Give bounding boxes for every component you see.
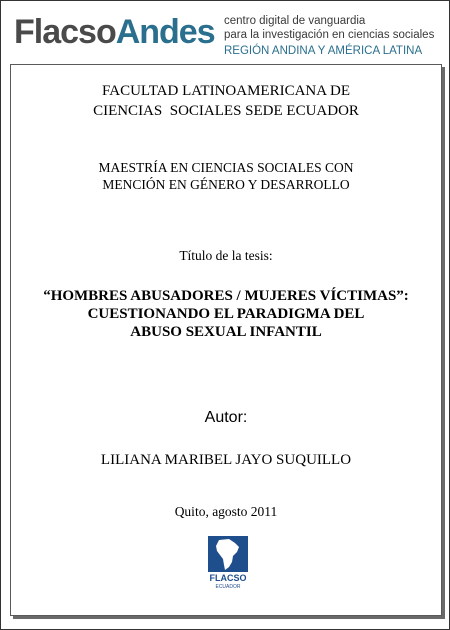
- author-label: Autor:: [204, 409, 248, 426]
- author-name: LILIANA MARIBEL JAYO SUQUILLO: [100, 452, 352, 468]
- logo-text-flacso: Flacso: [14, 13, 116, 51]
- thesis-label: Título de la tesis:: [179, 248, 273, 263]
- flacso-ecuador-logo: [205, 536, 251, 590]
- program-name: [11, 159, 441, 193]
- institution-line-2: CIENCIAS SOCIALES SEDE ECUADOR: [93, 103, 359, 119]
- program-line-2: MENCIÓN EN GÉNERO Y DESARROLLO: [102, 177, 350, 192]
- logo-text-ecuador: ECUADOR: [215, 584, 241, 590]
- program-line-1: MAESTRÍA EN CIENCIAS SOCIALES CON: [98, 160, 354, 175]
- tagline: [224, 14, 434, 42]
- thesis-title-line-1: “HOMBRES ABUSADORES / MUJERES VÍCTIMAS”:: [43, 288, 409, 304]
- institution-name: [11, 81, 441, 121]
- thesis-title-line-3: ABUSO SEXUAL INFANTIL: [130, 324, 322, 340]
- thesis-cover-page: [10, 64, 442, 616]
- logo-text-andes: Andes: [115, 13, 215, 51]
- thesis-title: [11, 287, 441, 341]
- institution-line-1: FACULTAD LATINOAMERICANA DE: [102, 83, 350, 99]
- header-banner: [8, 6, 444, 62]
- flacsoandes-logo[interactable]: [14, 12, 215, 52]
- thesis-title-line-2: CUESTIONANDO EL PARADIGMA DEL: [87, 306, 365, 322]
- place-date: Quito, agosto 2011: [174, 504, 278, 519]
- logo-text-flacso-ecuador: FLACSO: [209, 573, 247, 583]
- tagline-line-2: para la investigación en ciencias sociales: [224, 29, 435, 41]
- region-label: REGIÓN ANDINA Y AMÉRICA LATINA: [224, 45, 423, 57]
- tagline-line-1: centro digital de vanguardia: [224, 15, 366, 27]
